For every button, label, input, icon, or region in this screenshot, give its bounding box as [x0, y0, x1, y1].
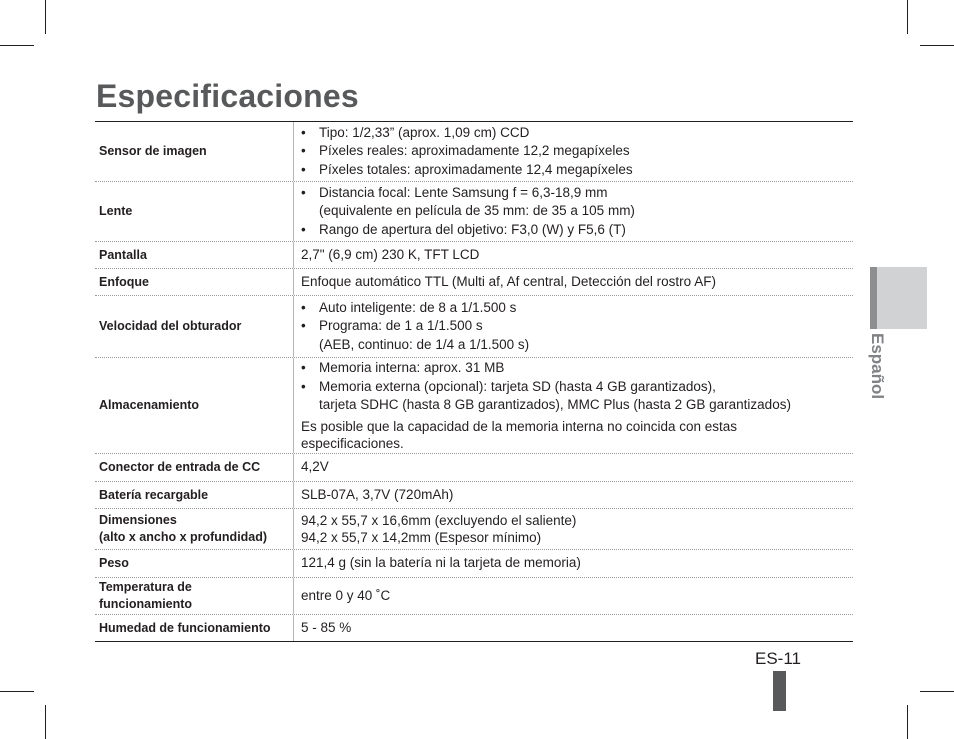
crop-mark [907, 705, 908, 739]
spec-value [294, 509, 853, 549]
spec-row-operating-humidity [95, 615, 853, 641]
crop-mark [0, 45, 34, 46]
page-number: ES-11 [755, 649, 801, 668]
spec-row-focus [95, 269, 853, 296]
spec-label: Enfoque [95, 269, 294, 295]
spec-value: 5 - 85 % [301, 619, 352, 635]
spec-table [95, 121, 853, 642]
bullet-item: • Distancia focal: Lente Samsung f = 6,3-18,9 mm [301, 184, 608, 200]
crop-mark [0, 691, 34, 692]
spec-label [95, 509, 294, 549]
spec-row-storage [95, 358, 853, 454]
bullet-item: • Tipo: 1/2,33” (aprox. 1,09 cm) CCD [301, 124, 530, 140]
spec-value [294, 358, 853, 453]
spec-label: Batería recargable [95, 482, 294, 508]
bullet-item: • Píxeles reales: aproximadamente 12,2 megapíxeles [301, 143, 630, 159]
spec-row-operating-temperature [95, 578, 853, 615]
bullet-continuation: tarjeta SDHC (hasta 8 GB garantizados), MMC Plus (hasta 2 GB garantizados) [319, 397, 791, 413]
crop-mark [45, 705, 46, 739]
spec-label: Pantalla [95, 242, 294, 268]
spec-value: SLB-07A, 3,7V (720mAh) [301, 486, 454, 502]
spec-row-display [95, 242, 853, 269]
bullet-item: • Píxeles totales: aproximadamente 12,4 megapíxeles [301, 161, 633, 177]
spec-label: Conector de entrada de CC [95, 454, 294, 481]
spec-value: entre 0 y 40 ˚C [301, 587, 391, 603]
spec-value: Enfoque automático TTL (Multi af, Af central, Detección del rostro AF) [301, 273, 716, 289]
spec-value-line: 94,2 x 55,7 x 16,6mm (excluyendo el saliente) [301, 513, 577, 528]
spec-label-line: Temperatura de [99, 580, 192, 594]
bullet-continuation: (AEB, continuo: de 1/4 a 1/1.500 s) [319, 336, 530, 352]
bullet-item: • Memoria interna: aprox. 31 MB [301, 360, 505, 376]
bullet-item: • Memoria externa (opcional): tarjeta SD (hasta 4 GB garantizados), [301, 378, 716, 394]
page-number-bar [773, 671, 786, 711]
bullet-continuation: (equivalente en película de 35 mm: de 35 a 105 mm) [319, 203, 635, 219]
spec-row-dc-input [95, 454, 853, 482]
spec-label: Velocidad del obturador [95, 296, 294, 357]
spec-label-line: Dimensiones [99, 513, 177, 527]
spec-value [294, 182, 853, 241]
storage-note-line: especificaciones. [301, 435, 404, 451]
storage-note-line: Es posible que la capacidad de la memoria interna no coincida con estas [301, 418, 738, 434]
spec-value-line: 94,2 x 55,7 x 14,2mm (Espesor mínimo) [301, 530, 542, 545]
bullet-item: • Programa: de 1 a 1/1.500 s [301, 318, 483, 334]
spec-label-line: (alto x ancho x profundidad) [99, 530, 268, 544]
spec-row-shutter-speed [95, 296, 853, 358]
language-tab-label: Español [868, 333, 887, 400]
spec-label: Humedad de funcionamiento [95, 615, 294, 641]
spec-label [95, 578, 294, 614]
language-tab-marker [870, 267, 927, 329]
spec-value: 121,4 g (sin la batería ni la tarjeta de memoria) [301, 555, 581, 571]
page-title: Especificaciones [96, 78, 359, 114]
spec-row-dimensions [95, 509, 853, 550]
bullet-item: • Rango de apertura del objetivo: F3,0 (W) y F5,6 (T) [301, 221, 626, 237]
spec-value [294, 296, 853, 357]
crop-mark [907, 0, 908, 34]
spec-label: Peso [95, 550, 294, 577]
spec-row-weight [95, 550, 853, 578]
crop-mark [45, 0, 46, 34]
crop-mark [920, 691, 954, 692]
spec-value: 4,2V [301, 459, 329, 475]
crop-mark [920, 45, 954, 46]
spec-label: Almacenamiento [95, 358, 294, 453]
spec-label: Sensor de imagen [95, 122, 294, 181]
spec-value: 2,7" (6,9 cm) 230 K, TFT LCD [301, 246, 480, 262]
spec-row-battery [95, 482, 853, 509]
bullet-item: • Auto inteligente: de 8 a 1/1.500 s [301, 299, 517, 315]
spec-value [294, 122, 853, 181]
storage-note [301, 418, 849, 452]
spec-row-lens [95, 182, 853, 242]
spec-row-image-sensor [95, 122, 853, 182]
spec-label: Lente [95, 182, 294, 241]
spec-label-line: funcionamiento [99, 597, 193, 611]
language-tab-bar [870, 267, 877, 329]
